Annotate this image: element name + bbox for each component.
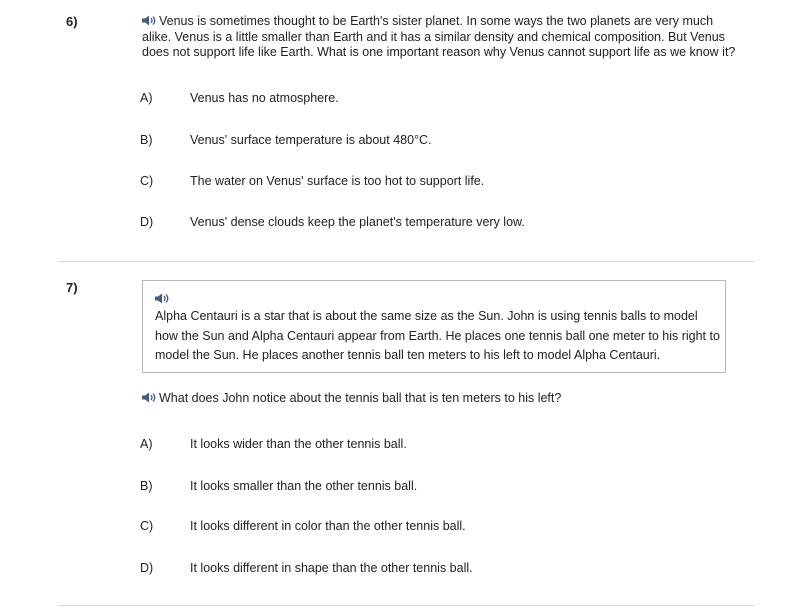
passage-text: Alpha Centauri is a star that is about the same size as the Sun. John is using tennis balls to model how the Sun and Alpha Centauri appear from Earth. He places one tennis ball one meter to his right to model the Sun. He places another tennis ball ten meters to his left to model Alpha Centauri. — [155, 309, 720, 362]
choice-text[interactable]: Venus' dense clouds keep the planet's temperature very low. — [190, 215, 525, 229]
question-divider — [58, 261, 754, 262]
choice-letter[interactable]: D) — [140, 215, 154, 229]
choice-text[interactable]: It looks smaller than the other tennis ball. — [190, 479, 418, 493]
question-stem-text: Venus is sometimes thought to be Earth's sister planet. In some ways the two planets are very much alike. Venus is a little smaller than Earth and it has a similar density and chemical composition. But Venus does not support life like Earth. What is one important reason why Venus cannot support life as we know it? — [142, 14, 736, 59]
choice-letter[interactable]: B) — [140, 133, 153, 147]
choice-text[interactable]: Venus has no atmosphere. — [190, 91, 339, 105]
question-stem — [142, 14, 742, 61]
question-stem — [142, 391, 742, 407]
choice-letter[interactable]: A) — [140, 437, 153, 451]
choice-text[interactable]: The water on Venus' surface is too hot to support life. — [190, 174, 485, 188]
choice-letter[interactable]: C) — [140, 174, 154, 188]
speaker-icon[interactable] — [142, 392, 157, 403]
choice-text[interactable]: It looks wider than the other tennis ball. — [190, 437, 407, 451]
choice-letter[interactable]: A) — [140, 91, 153, 105]
speaker-icon[interactable] — [155, 293, 170, 304]
question-stem-text: What does John notice about the tennis ball that is ten meters to his left? — [159, 391, 562, 405]
question-number: 7) — [66, 280, 78, 295]
question-divider — [58, 605, 754, 606]
choice-letter[interactable]: C) — [140, 519, 154, 533]
choice-text[interactable]: It looks different in shape than the other tennis ball. — [190, 561, 473, 575]
choice-text[interactable]: Venus' surface temperature is about 480°C. — [190, 133, 432, 147]
choice-letter[interactable]: B) — [140, 479, 153, 493]
speaker-icon[interactable] — [142, 15, 157, 26]
choice-letter[interactable]: D) — [140, 561, 154, 575]
question-number: 6) — [66, 14, 78, 29]
reading-passage — [142, 280, 726, 373]
choice-text[interactable]: It looks different in color than the other tennis ball. — [190, 519, 466, 533]
